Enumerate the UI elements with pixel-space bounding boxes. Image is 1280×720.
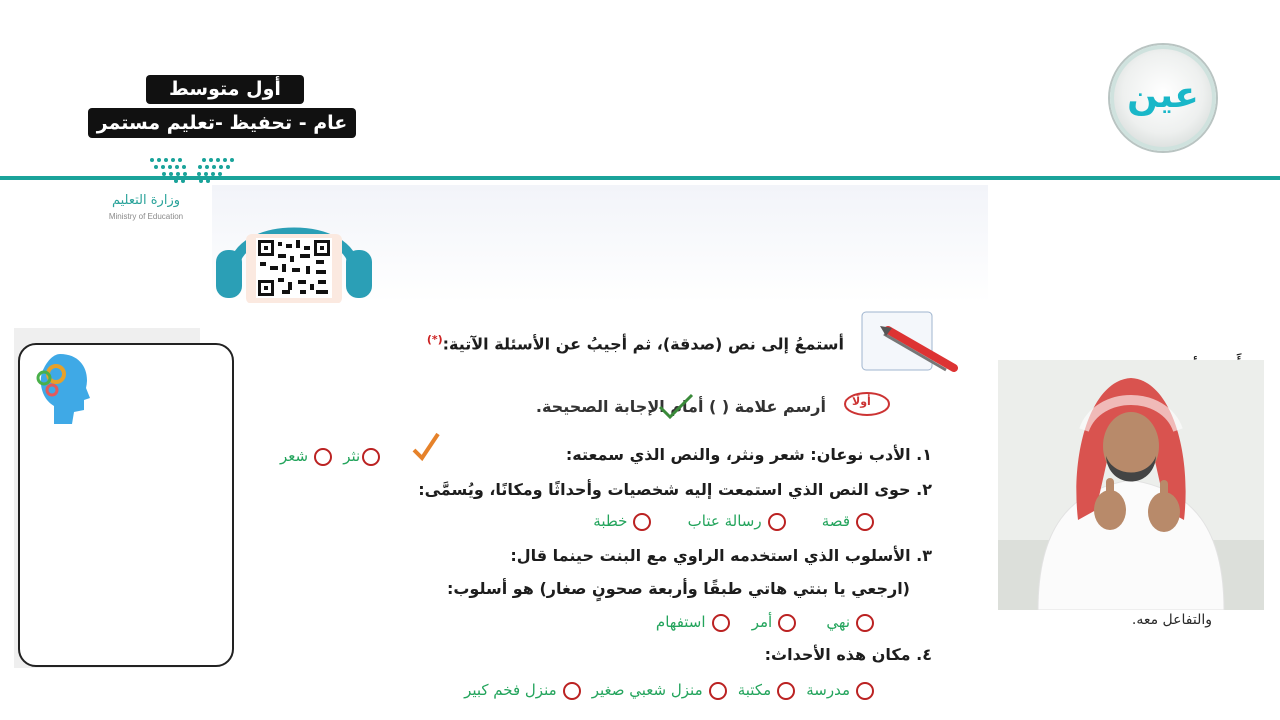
- ain-logo-text: عين: [1127, 75, 1199, 116]
- q4-option-3-radio[interactable]: [709, 682, 727, 700]
- question-1-options: [280, 446, 386, 466]
- question-2-options: [516, 511, 880, 531]
- part-instruction: أرسم علامة ( ) أمام الإجابة الصحيحة.: [535, 397, 826, 416]
- q4-option-1-label: مدرسة: [806, 681, 850, 699]
- orange-check-icon: [408, 430, 442, 464]
- q2-option-1-label: قصة: [821, 512, 850, 530]
- question-3-options: [606, 612, 880, 632]
- q2-option-3-label: خطبة: [593, 512, 628, 530]
- q4-option-4-label: منزل فخم كبير: [464, 681, 557, 699]
- part-label: أولًا: [852, 395, 871, 408]
- question-3: ٣. الأسلوب الذي استخدمه الراوي مع البنت حينما قال:: [510, 546, 932, 565]
- grade-badge: أول متوسط: [146, 75, 304, 104]
- card-item: والتفاعل معه.: [1131, 612, 1212, 628]
- presenter-video[interactable]: [998, 360, 1264, 610]
- question-4: ٤. مكان هذه الأحداث:: [764, 645, 932, 664]
- q2-option-2-radio[interactable]: [768, 513, 786, 531]
- pencil-icon: [858, 308, 962, 376]
- lesson-instruction: [427, 333, 844, 353]
- instruction-text: أستمعُ إلى نص (صدقة)، ثم أجيبُ عن الأسئلة الآتية:: [442, 334, 844, 354]
- q3-option-1-label: نهي: [826, 613, 850, 631]
- q4-option-2-radio[interactable]: [777, 682, 795, 700]
- ministry-logo-icon: [146, 154, 240, 188]
- q4-option-1-radio[interactable]: [856, 682, 874, 700]
- q1-option-2-label: شعر: [280, 447, 309, 465]
- presenter-icon: [998, 360, 1264, 610]
- q2-option-3-radio[interactable]: [633, 513, 651, 531]
- q1-option-1-label: نثر: [343, 447, 361, 465]
- question-4-options: [286, 680, 880, 700]
- q1-option-1-radio[interactable]: [362, 448, 380, 466]
- q3-option-1-radio[interactable]: [856, 614, 874, 632]
- headphones-qr-icon[interactable]: [212, 200, 376, 304]
- question-1: ١. الأدب نوعان: شعر ونثر، والنص الذي سمعته:: [565, 445, 932, 464]
- q3-option-2-radio[interactable]: [778, 614, 796, 632]
- instruction-mark: (*): [426, 333, 443, 346]
- q3-option-3-radio[interactable]: [712, 614, 730, 632]
- q2-option-1-radio[interactable]: [856, 513, 874, 531]
- q3-option-2-label: أمر: [751, 613, 773, 631]
- ministry-name-en: Ministry of Education: [108, 212, 184, 221]
- question-2: ٢. حوى النص الذي استمعت إليه شخصيات وأحداثًا ومكانًا، ويُسمَّى:: [418, 480, 932, 499]
- q4-option-2-label: مكتبة: [737, 681, 772, 699]
- track-badge: عام - تحفيظ -تعليم مستمر: [88, 108, 356, 138]
- checkmark-icon: [656, 391, 696, 421]
- head-gears-icon: [30, 348, 92, 426]
- q1-option-2-radio[interactable]: [314, 448, 332, 466]
- ain-logo: [1110, 45, 1216, 151]
- q2-option-2-label: رسالة عتاب: [687, 512, 762, 530]
- q3-option-3-label: استفهام: [655, 613, 706, 631]
- q4-option-4-radio[interactable]: [563, 682, 581, 700]
- q4-option-3-label: منزل شعبي صغير: [591, 681, 703, 699]
- question-3-quote: (ارجعي يا بنتي هاتي طبقًا وأربعة صحونٍ صغار) هو أسلوب:: [446, 579, 910, 598]
- ministry-name-ar: وزارة التعليم: [111, 193, 181, 208]
